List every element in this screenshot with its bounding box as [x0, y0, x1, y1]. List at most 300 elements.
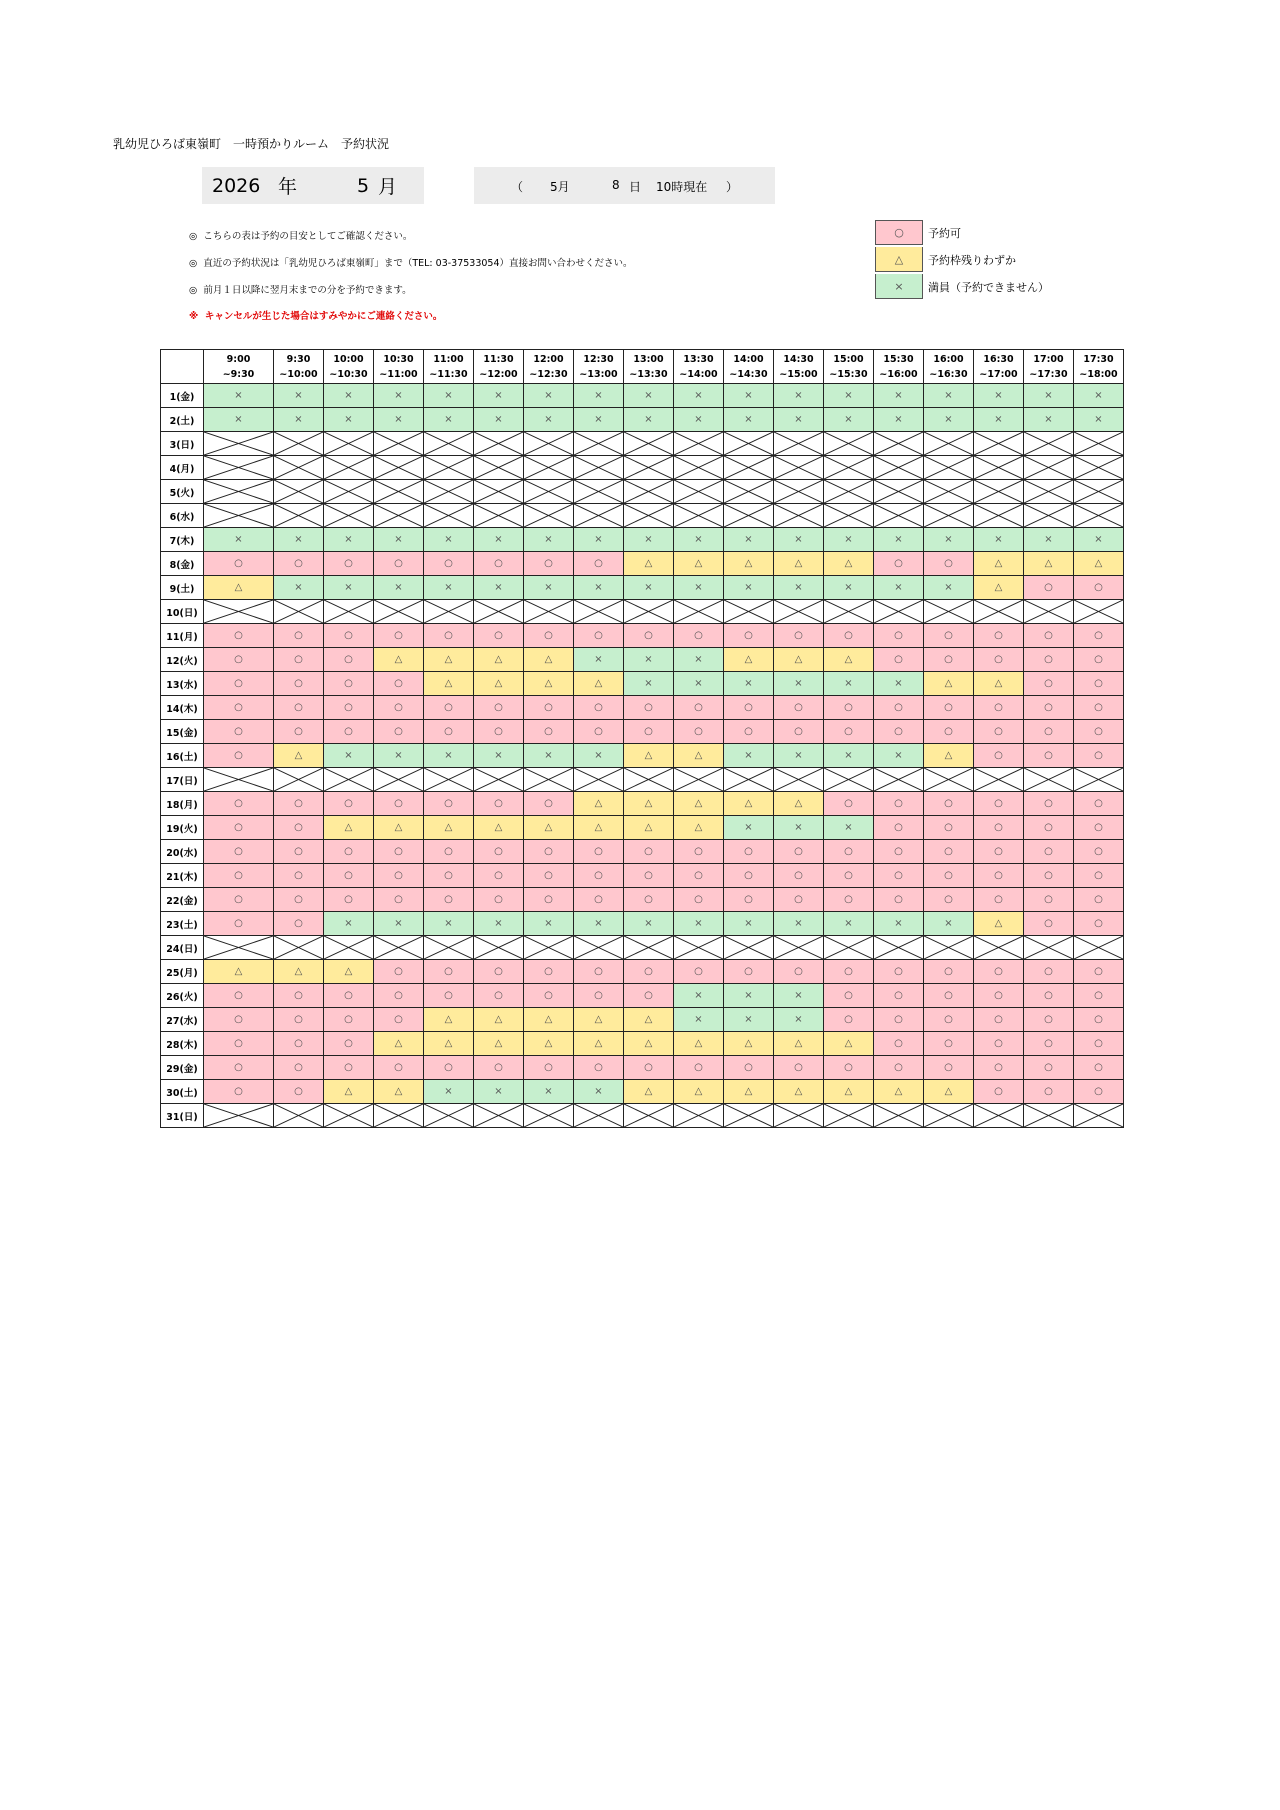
closed-cell	[1024, 768, 1074, 792]
few-left-cell: △	[474, 1008, 524, 1032]
closed-cross-icon	[924, 1104, 973, 1127]
available-cell: ○	[974, 720, 1024, 744]
day-label: 24(日)	[161, 936, 204, 960]
closed-cross-icon	[524, 600, 573, 623]
closed-cell	[874, 936, 924, 960]
full-cell: ×	[674, 408, 724, 432]
closed-cell	[524, 504, 574, 528]
closed-cross-icon	[274, 768, 323, 791]
available-cell: ○	[324, 792, 374, 816]
few-left-cell: △	[674, 792, 724, 816]
full-cell: ×	[474, 912, 524, 936]
available-cell: ○	[474, 888, 524, 912]
closed-cell	[474, 768, 524, 792]
available-cell: ○	[524, 840, 574, 864]
closed-cross-icon	[774, 936, 823, 959]
available-cell: ○	[924, 696, 974, 720]
closed-cell	[824, 480, 874, 504]
available-cell: ○	[1024, 1080, 1074, 1104]
closed-cell	[324, 480, 374, 504]
day-label: 17(日)	[161, 768, 204, 792]
available-cell: ○	[1024, 672, 1074, 696]
day-row	[161, 648, 1124, 672]
available-cell: ○	[1074, 720, 1124, 744]
available-cell: ○	[1024, 696, 1074, 720]
available-cell: ○	[474, 960, 524, 984]
closed-cross-icon	[1024, 600, 1073, 623]
available-cell: ○	[774, 1056, 824, 1080]
full-cell: ×	[774, 1008, 824, 1032]
available-cell: ○	[924, 984, 974, 1008]
closed-cell	[324, 600, 374, 624]
available-cell: ○	[674, 840, 724, 864]
day-label: 14(木)	[161, 696, 204, 720]
available-cell: ○	[774, 888, 824, 912]
day-label: 8(金)	[161, 552, 204, 576]
closed-cross-icon	[204, 768, 273, 791]
full-cell: ×	[774, 912, 824, 936]
available-cell: ○	[824, 888, 874, 912]
closed-cross-icon	[624, 600, 673, 623]
closed-cell	[204, 768, 274, 792]
closed-cell	[524, 936, 574, 960]
available-cell: ○	[824, 720, 874, 744]
as-of-open-paren: （	[511, 180, 524, 194]
few-left-cell: △	[474, 1032, 524, 1056]
available-cell: ○	[774, 696, 824, 720]
legend-label: 予約枠残りわずか	[928, 253, 1016, 267]
full-cell: ×	[574, 648, 624, 672]
available-cell: ○	[574, 864, 624, 888]
day-label: 12(火)	[161, 648, 204, 672]
available-cell: ○	[424, 840, 474, 864]
closed-cell	[324, 456, 374, 480]
closed-cell	[924, 456, 974, 480]
available-cell: ○	[824, 696, 874, 720]
few-left-cell: △	[924, 1080, 974, 1104]
closed-cell	[474, 432, 524, 456]
available-cell: ○	[874, 816, 924, 840]
closed-cell	[824, 600, 874, 624]
few-left-cell: △	[974, 912, 1024, 936]
full-cell: ×	[724, 528, 774, 552]
day-row	[161, 528, 1124, 552]
day-row	[161, 936, 1124, 960]
closed-cross-icon	[524, 456, 573, 479]
full-cell: ×	[674, 648, 724, 672]
available-cell: ○	[324, 864, 374, 888]
full-cell: ×	[474, 528, 524, 552]
available-cell: ○	[824, 792, 874, 816]
closed-cross-icon	[724, 432, 773, 455]
closed-cross-icon	[924, 600, 973, 623]
closed-cross-icon	[374, 480, 423, 503]
closed-cross-icon	[1074, 480, 1123, 503]
few-left-cell: △	[624, 552, 674, 576]
available-cell: ○	[374, 840, 424, 864]
closed-cross-icon	[204, 480, 273, 503]
closed-cell	[204, 1104, 274, 1128]
day-row	[161, 576, 1124, 600]
closed-cross-icon	[974, 768, 1023, 791]
full-cell: ×	[524, 384, 574, 408]
few-left-cell: △	[474, 648, 524, 672]
closed-cross-icon	[974, 480, 1023, 503]
closed-cross-icon	[974, 504, 1023, 527]
closed-cross-icon	[1074, 936, 1123, 959]
few-left-cell: △	[824, 648, 874, 672]
full-cell: ×	[424, 912, 474, 936]
available-cell: ○	[924, 1056, 974, 1080]
full-cell: ×	[824, 384, 874, 408]
closed-cell	[424, 600, 474, 624]
available-cell: ○	[474, 840, 524, 864]
available-cell: ○	[874, 720, 924, 744]
closed-cross-icon	[1024, 432, 1073, 455]
full-cell: ×	[924, 912, 974, 936]
full-cell: ×	[724, 672, 774, 696]
full-cell: ×	[204, 528, 274, 552]
closed-cell	[674, 480, 724, 504]
closed-cross-icon	[674, 600, 723, 623]
full-cell: ×	[474, 384, 524, 408]
available-cell: ○	[824, 624, 874, 648]
closed-cross-icon	[1024, 456, 1073, 479]
full-cell: ×	[374, 384, 424, 408]
closed-cross-icon	[824, 768, 873, 791]
available-cell: ○	[974, 816, 1024, 840]
closed-cross-icon	[474, 504, 523, 527]
full-cell: ×	[1074, 528, 1124, 552]
closed-cross-icon	[274, 600, 323, 623]
available-cell: ○	[974, 840, 1024, 864]
full-cell: ×	[1024, 408, 1074, 432]
corner-cell	[161, 350, 204, 384]
closed-cross-icon	[974, 936, 1023, 959]
available-cell: ○	[874, 648, 924, 672]
closed-cross-icon	[424, 504, 473, 527]
closed-cell	[574, 504, 624, 528]
full-cell: ×	[974, 384, 1024, 408]
closed-cell	[524, 480, 574, 504]
closed-cross-icon	[774, 480, 823, 503]
day-label: 2(土)	[161, 408, 204, 432]
legend-swatch: △	[875, 247, 923, 272]
available-cell: ○	[1024, 648, 1074, 672]
day-row	[161, 984, 1124, 1008]
available-cell: ○	[974, 648, 1024, 672]
closed-cell	[574, 600, 624, 624]
few-left-cell: △	[474, 816, 524, 840]
available-cell: ○	[204, 864, 274, 888]
closed-cross-icon	[274, 1104, 323, 1127]
closed-cell	[204, 936, 274, 960]
available-cell: ○	[274, 912, 324, 936]
available-cell: ○	[274, 648, 324, 672]
available-cell: ○	[624, 984, 674, 1008]
available-cell: ○	[1074, 696, 1124, 720]
available-cell: ○	[624, 624, 674, 648]
closed-cross-icon	[924, 768, 973, 791]
closed-cell	[874, 504, 924, 528]
available-cell: ○	[204, 984, 274, 1008]
closed-cell	[424, 768, 474, 792]
full-cell: ×	[524, 1080, 574, 1104]
full-cell: ×	[874, 672, 924, 696]
available-cell: ○	[274, 792, 324, 816]
closed-cell	[924, 936, 974, 960]
available-cell: ○	[274, 1080, 324, 1104]
closed-cross-icon	[724, 480, 773, 503]
available-cell: ○	[674, 696, 724, 720]
available-cell: ○	[924, 960, 974, 984]
closed-cell	[1074, 936, 1124, 960]
closed-cell	[774, 504, 824, 528]
closed-cell	[274, 936, 324, 960]
available-cell: ○	[874, 840, 924, 864]
closed-cross-icon	[724, 456, 773, 479]
few-left-cell: △	[424, 648, 474, 672]
full-cell: ×	[774, 984, 824, 1008]
closed-cross-icon	[924, 504, 973, 527]
closed-cross-icon	[874, 456, 923, 479]
closed-cross-icon	[1074, 432, 1123, 455]
available-cell: ○	[374, 960, 424, 984]
closed-cross-icon	[774, 768, 823, 791]
closed-cell	[524, 432, 574, 456]
full-cell: ×	[524, 408, 574, 432]
available-cell: ○	[424, 1056, 474, 1080]
time-slot-header: 15:00 ~15:30	[824, 350, 874, 384]
closed-cell	[974, 480, 1024, 504]
closed-cell	[724, 768, 774, 792]
full-cell: ×	[774, 408, 824, 432]
available-cell: ○	[324, 984, 374, 1008]
closed-cell	[524, 456, 574, 480]
closed-cross-icon	[574, 768, 623, 791]
available-cell: ○	[774, 624, 824, 648]
available-cell: ○	[724, 696, 774, 720]
few-left-cell: △	[524, 672, 574, 696]
closed-cross-icon	[574, 936, 623, 959]
available-cell: ○	[274, 840, 324, 864]
day-row	[161, 1104, 1124, 1128]
few-left-cell: △	[524, 648, 574, 672]
day-row	[161, 888, 1124, 912]
closed-cross-icon	[324, 480, 373, 503]
full-cell: ×	[774, 744, 824, 768]
closed-cell	[1024, 432, 1074, 456]
few-left-cell: △	[274, 960, 324, 984]
full-cell: ×	[474, 1080, 524, 1104]
available-cell: ○	[874, 864, 924, 888]
closed-cell	[774, 432, 824, 456]
few-left-cell: △	[824, 552, 874, 576]
legend-few-left	[875, 246, 1049, 273]
day-row	[161, 816, 1124, 840]
available-cell: ○	[524, 792, 574, 816]
available-cell: ○	[274, 816, 324, 840]
full-cell: ×	[974, 408, 1024, 432]
available-cell: ○	[974, 624, 1024, 648]
full-cell: ×	[774, 816, 824, 840]
closed-cross-icon	[724, 600, 773, 623]
few-left-cell: △	[624, 816, 674, 840]
as-of-day: 8	[612, 178, 620, 192]
closed-cell	[624, 480, 674, 504]
available-cell: ○	[974, 1008, 1024, 1032]
closed-cross-icon	[874, 768, 923, 791]
closed-cross-icon	[724, 936, 773, 959]
closed-cross-icon	[874, 936, 923, 959]
available-cell: ○	[274, 552, 324, 576]
as-of-close-paren: ）	[726, 180, 739, 194]
time-slot-header: 14:30 ~15:00	[774, 350, 824, 384]
closed-cross-icon	[424, 600, 473, 623]
available-cell: ○	[624, 720, 674, 744]
full-cell: ×	[624, 576, 674, 600]
closed-cell	[1024, 504, 1074, 528]
few-left-cell: △	[574, 792, 624, 816]
day-row	[161, 912, 1124, 936]
closed-cross-icon	[624, 1104, 673, 1127]
available-cell: ○	[1074, 576, 1124, 600]
full-cell: ×	[724, 576, 774, 600]
closed-cell	[1074, 480, 1124, 504]
full-cell: ×	[574, 384, 624, 408]
few-left-cell: △	[424, 816, 474, 840]
closed-cell	[674, 600, 724, 624]
legend	[875, 219, 1049, 300]
few-left-cell: △	[524, 1032, 574, 1056]
full-cell: ×	[474, 408, 524, 432]
closed-cross-icon	[824, 456, 873, 479]
available-cell: ○	[824, 840, 874, 864]
closed-cross-icon	[624, 432, 673, 455]
few-left-cell: △	[374, 816, 424, 840]
available-cell: ○	[424, 792, 474, 816]
day-row	[161, 672, 1124, 696]
closed-cross-icon	[874, 504, 923, 527]
day-row	[161, 840, 1124, 864]
few-left-cell: △	[324, 960, 374, 984]
closed-cell	[324, 936, 374, 960]
legend-available	[875, 219, 1049, 246]
full-cell: ×	[624, 912, 674, 936]
few-left-cell: △	[424, 1032, 474, 1056]
closed-cross-icon	[424, 1104, 473, 1127]
available-cell: ○	[874, 552, 924, 576]
few-left-cell: △	[724, 792, 774, 816]
closed-cross-icon	[674, 456, 723, 479]
available-cell: ○	[374, 696, 424, 720]
full-cell: ×	[524, 576, 574, 600]
closed-cell	[724, 432, 774, 456]
available-cell: ○	[774, 720, 824, 744]
time-slot-header: 10:00 ~10:30	[324, 350, 374, 384]
available-cell: ○	[674, 960, 724, 984]
closed-cell	[824, 504, 874, 528]
day-label: 20(水)	[161, 840, 204, 864]
full-cell: ×	[774, 384, 824, 408]
available-cell: ○	[374, 864, 424, 888]
full-cell: ×	[874, 384, 924, 408]
available-cell: ○	[974, 960, 1024, 984]
time-slot-header: 16:30 ~17:00	[974, 350, 1024, 384]
available-cell: ○	[374, 624, 424, 648]
closed-cross-icon	[374, 936, 423, 959]
full-cell: ×	[1024, 528, 1074, 552]
closed-cross-icon	[424, 936, 473, 959]
few-left-cell: △	[524, 816, 574, 840]
note-cancel-warning: ※ キャンセルが生じた場合はすみやかにご連絡ください。	[189, 311, 443, 322]
available-cell: ○	[624, 888, 674, 912]
available-cell: ○	[274, 720, 324, 744]
available-cell: ○	[774, 960, 824, 984]
full-cell: ×	[724, 984, 774, 1008]
full-cell: ×	[874, 576, 924, 600]
available-cell: ○	[1074, 792, 1124, 816]
closed-cell	[974, 768, 1024, 792]
few-left-cell: △	[524, 1008, 574, 1032]
closed-cross-icon	[974, 1104, 1023, 1127]
closed-cross-icon	[424, 432, 473, 455]
available-cell: ○	[474, 1056, 524, 1080]
full-cell: ×	[574, 1080, 624, 1104]
available-cell: ○	[574, 960, 624, 984]
few-left-cell: △	[774, 1032, 824, 1056]
available-cell: ○	[724, 1056, 774, 1080]
closed-cell	[524, 768, 574, 792]
available-cell: ○	[674, 888, 724, 912]
available-cell: ○	[574, 984, 624, 1008]
available-cell: ○	[1074, 624, 1124, 648]
available-cell: ○	[524, 984, 574, 1008]
day-label: 27(水)	[161, 1008, 204, 1032]
available-cell: ○	[574, 1056, 624, 1080]
closed-cross-icon	[824, 504, 873, 527]
closed-cross-icon	[574, 480, 623, 503]
closed-cell	[274, 456, 324, 480]
time-slot-header: 16:00 ~16:30	[924, 350, 974, 384]
closed-cell	[424, 480, 474, 504]
time-slot-header: 13:00 ~13:30	[624, 350, 674, 384]
full-cell: ×	[474, 576, 524, 600]
closed-cross-icon	[524, 1104, 573, 1127]
closed-cell	[1024, 600, 1074, 624]
closed-cross-icon	[574, 504, 623, 527]
closed-cell	[924, 1104, 974, 1128]
day-label: 21(木)	[161, 864, 204, 888]
closed-cross-icon	[274, 480, 323, 503]
closed-cell	[674, 504, 724, 528]
available-cell: ○	[204, 1056, 274, 1080]
available-cell: ○	[274, 864, 324, 888]
closed-cross-icon	[474, 432, 523, 455]
available-cell: ○	[1074, 984, 1124, 1008]
available-cell: ○	[324, 840, 374, 864]
available-cell: ○	[924, 648, 974, 672]
available-cell: ○	[204, 672, 274, 696]
few-left-cell: △	[674, 816, 724, 840]
day-row	[161, 1080, 1124, 1104]
as-of-time: 10時現在	[656, 180, 708, 194]
available-cell: ○	[1024, 720, 1074, 744]
available-cell: ○	[1024, 1056, 1074, 1080]
few-left-cell: △	[204, 576, 274, 600]
available-cell: ○	[924, 1008, 974, 1032]
legend-full	[875, 273, 1049, 300]
